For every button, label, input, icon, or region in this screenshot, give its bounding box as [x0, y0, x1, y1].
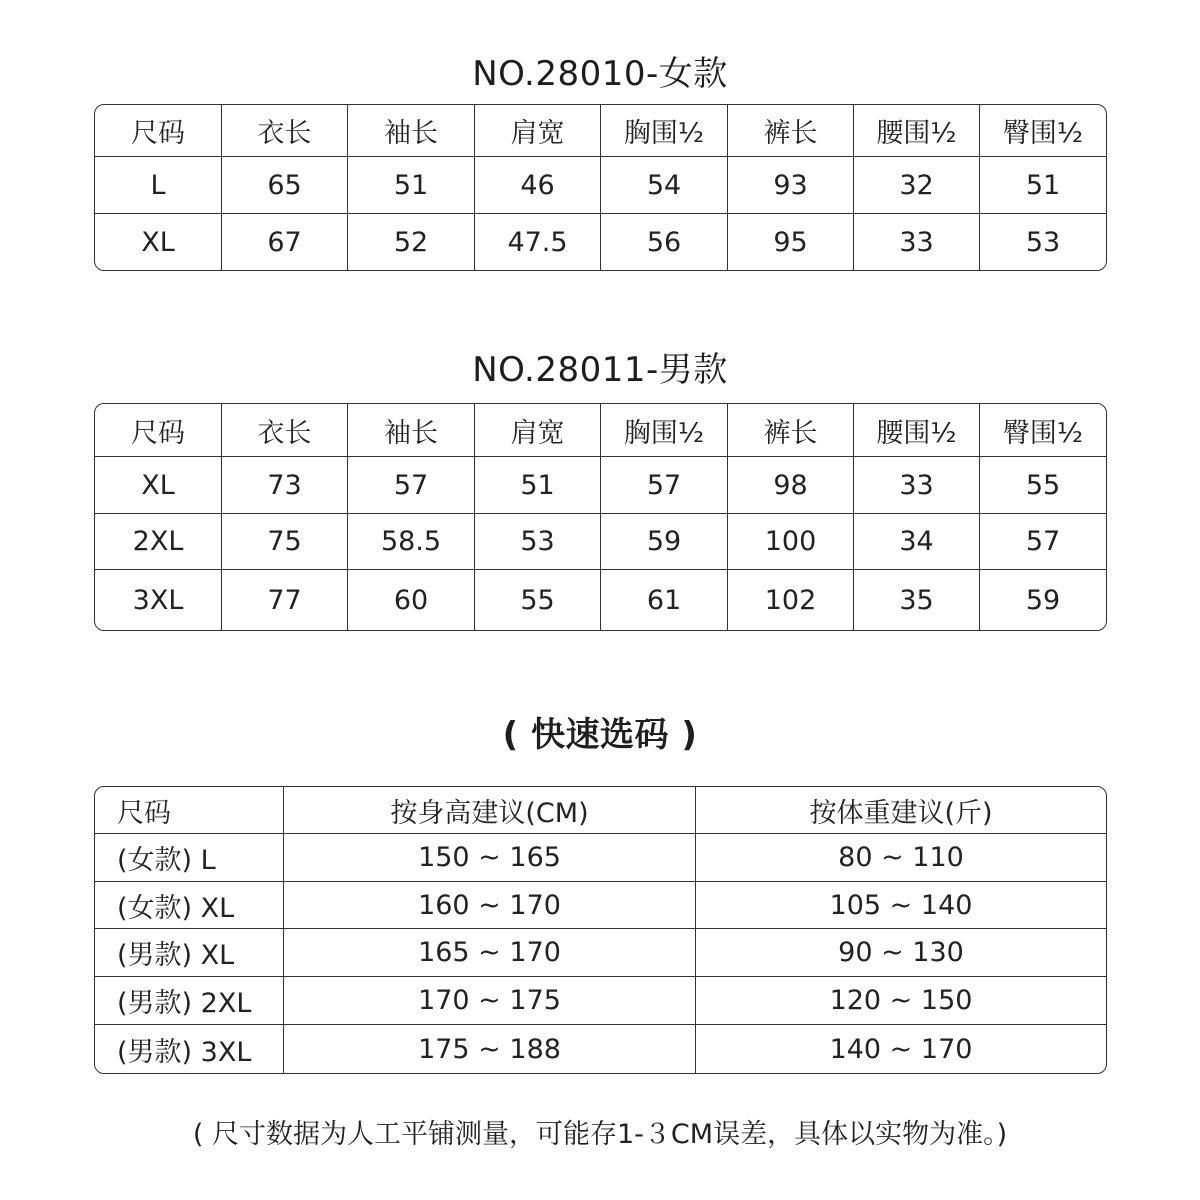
table-row	[95, 977, 1106, 1025]
table-row	[95, 929, 1106, 977]
men-header-row	[95, 404, 1106, 457]
header-chest: 胸围½	[601, 105, 728, 157]
header-height: 按身高建议(CM)	[284, 787, 696, 834]
table-row	[95, 157, 1106, 214]
men-table-title: NO.28011-男款	[472, 350, 728, 390]
cell: 53	[1025, 226, 1061, 258]
header-waist: 腰围½	[854, 404, 980, 457]
cell: 67	[222, 214, 348, 270]
cell: 65	[222, 157, 348, 214]
cell: (男款) 2XL	[95, 977, 284, 1025]
cell: 100	[728, 514, 854, 570]
cell: 56	[601, 214, 728, 270]
cell: 80 ~ 110	[696, 834, 1106, 882]
header-size: 尺码	[95, 404, 222, 457]
cell: 55	[475, 570, 601, 630]
cell: 120 ~ 150	[696, 977, 1106, 1025]
cell: 57	[601, 457, 728, 514]
table-row	[95, 570, 1106, 630]
header-hip: 臀围½	[980, 404, 1106, 457]
cell: 33	[854, 214, 980, 270]
cell: 58.5	[348, 514, 475, 570]
header-waist: 腰围½	[854, 105, 980, 157]
table-row	[95, 834, 1106, 882]
cell: 59	[1025, 584, 1061, 616]
cell: 51	[475, 457, 601, 514]
cell: 150 ~ 165	[284, 834, 696, 882]
cell: 77	[222, 570, 348, 630]
cell: 46	[475, 157, 601, 214]
cell: 165 ~ 170	[284, 929, 696, 977]
cell: 102	[728, 570, 854, 630]
cell: 61	[601, 570, 728, 630]
quick-header-row	[95, 787, 1106, 834]
cell: 73	[222, 457, 348, 514]
cell: 2XL	[95, 514, 222, 570]
cell: (男款) 3XL	[95, 1025, 284, 1073]
men-size-table	[94, 403, 1107, 631]
table-row	[95, 457, 1106, 514]
header-sleeve: 袖长	[348, 105, 475, 157]
quick-select-table	[94, 786, 1107, 1074]
header-length: 衣长	[222, 404, 348, 457]
table-row	[95, 882, 1106, 929]
table-row	[95, 214, 1106, 270]
women-size-table	[94, 104, 1107, 271]
quick-select-title: ( 快速选码 )	[502, 715, 698, 755]
header-pants-length: 裤长	[728, 404, 854, 457]
measurement-note: ( 尺寸数据为人工平铺测量，可能存1-３CM误差，具体以实物为准。)	[192, 1119, 1008, 1150]
cell: 59	[601, 514, 728, 570]
cell: 93	[728, 157, 854, 214]
header-size: 尺码	[95, 787, 284, 834]
cell: 3XL	[95, 570, 222, 630]
header-shoulder: 肩宽	[475, 105, 601, 157]
table-row	[95, 1025, 1106, 1073]
cell: (女款) L	[95, 834, 284, 882]
cell: 175 ~ 188	[284, 1025, 696, 1073]
cell: 170 ~ 175	[284, 977, 696, 1025]
header-weight: 按体重建议(斤)	[696, 787, 1106, 834]
cell: 90 ~ 130	[696, 929, 1106, 977]
header-size: 尺码	[95, 105, 222, 157]
cell: XL	[95, 214, 222, 270]
women-header-row	[95, 105, 1106, 157]
cell: 47.5	[475, 214, 601, 270]
cell: 75	[222, 514, 348, 570]
cell: 105 ~ 140	[696, 882, 1106, 929]
cell: 51	[980, 157, 1106, 214]
header-chest: 胸围½	[601, 404, 728, 457]
cell: (女款) XL	[95, 882, 284, 929]
cell: 33	[854, 457, 980, 514]
cell: 60	[348, 570, 475, 630]
cell: 140 ~ 170	[829, 1033, 973, 1065]
cell: 57	[348, 457, 475, 514]
header-pants-length: 裤长	[728, 105, 854, 157]
cell: 98	[728, 457, 854, 514]
cell: 55	[980, 457, 1106, 514]
cell: 53	[475, 514, 601, 570]
cell: 54	[601, 157, 728, 214]
cell: 35	[854, 570, 980, 630]
header-length: 衣长	[222, 105, 348, 157]
cell: L	[95, 157, 222, 214]
cell: XL	[95, 457, 222, 514]
women-table-title: NO.28010-女款	[472, 54, 728, 94]
cell: 57	[980, 514, 1106, 570]
cell: 32	[854, 157, 980, 214]
table-row	[95, 514, 1106, 570]
cell: 160 ~ 170	[284, 882, 696, 929]
cell: 34	[854, 514, 980, 570]
cell: 95	[728, 214, 854, 270]
cell: 52	[348, 214, 475, 270]
header-sleeve: 袖长	[348, 404, 475, 457]
cell: 51	[348, 157, 475, 214]
cell: (男款) XL	[95, 929, 284, 977]
header-shoulder: 肩宽	[475, 404, 601, 457]
header-hip: 臀围½	[980, 105, 1106, 157]
